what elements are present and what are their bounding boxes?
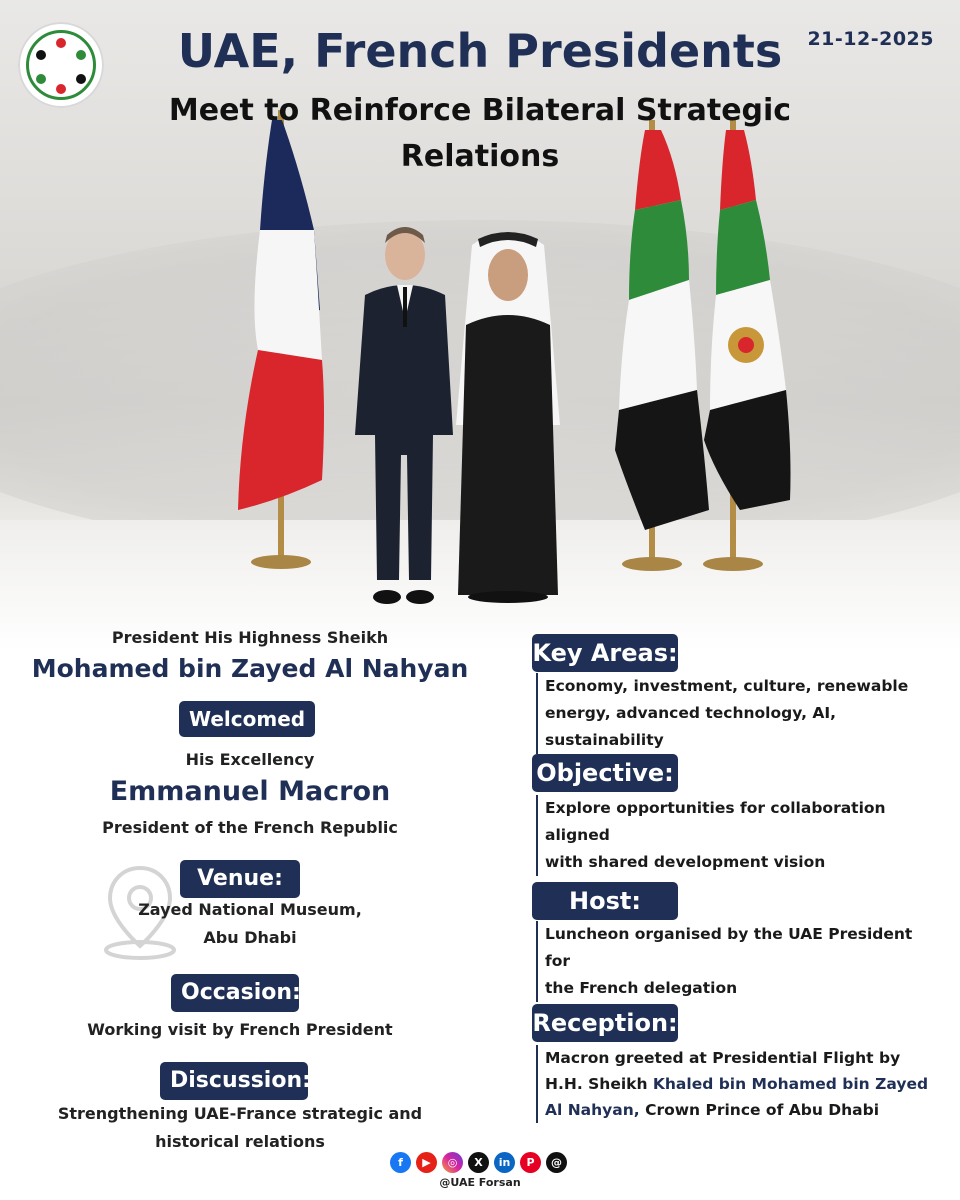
reception-line2-prefix: H.H. Sheikh <box>545 1075 653 1093</box>
reception-line3 <box>545 1097 937 1123</box>
guest-name: Emmanuel Macron <box>109 776 391 807</box>
key-areas-label: Key Areas: <box>532 634 678 672</box>
facebook-icon[interactable]: f <box>390 1152 411 1173</box>
headline-subtitle <box>0 88 960 180</box>
discussion-label: Discussion: <box>160 1062 308 1100</box>
french-flag <box>230 110 340 580</box>
objective-label: Objective: <box>532 754 678 792</box>
reception-text <box>536 1045 937 1123</box>
uae-flag-2 <box>700 120 810 580</box>
uae-flag-1 <box>605 120 715 580</box>
headline-subtitle-line1: Meet to Reinforce Bilateral Strategic <box>168 93 792 128</box>
social-handle: @UAE Forsan <box>439 1176 521 1189</box>
host-line1: Luncheon organised by the UAE President for <box>545 925 913 970</box>
crown-prince-surname: Al Nahyan, <box>545 1101 640 1119</box>
reception-line1: Macron greeted at Presidential Flight by <box>545 1049 901 1067</box>
excellency-text: His Excellency <box>185 750 315 769</box>
discussion-line2: historical relations <box>155 1132 325 1151</box>
key-areas-line2: energy, advanced technology, AI, sustainability <box>545 704 837 749</box>
host-name: Mohamed bin Zayed Al Nahyan <box>31 654 469 683</box>
venue-line1: Zayed National Museum, <box>138 900 362 919</box>
person-emmanuel-macron <box>345 225 465 615</box>
crown-prince-name: Khaled bin Mohamed bin Zayed <box>652 1075 929 1093</box>
objective-text <box>536 795 937 876</box>
person-mohamed-bin-zayed <box>448 225 568 615</box>
occasion-text: Working visit by French President <box>87 1020 393 1039</box>
intro-text: President His Highness Sheikh <box>111 628 389 647</box>
host-line2: the French delegation <box>545 979 738 997</box>
key-areas-text <box>536 673 937 754</box>
host-text <box>536 921 937 1002</box>
threads-icon[interactable]: @ <box>546 1152 567 1173</box>
host-label: Host: <box>532 882 678 920</box>
venue-label: Venue: <box>180 860 300 898</box>
reception-line3-suffix: Crown Prince of Abu Dhabi <box>639 1101 880 1119</box>
linkedin-icon[interactable]: in <box>494 1152 515 1173</box>
objective-line1: Explore opportunities for collaboration aligned <box>545 799 886 844</box>
occasion-label: Occasion: <box>171 974 299 1012</box>
instagram-icon[interactable]: ◎ <box>442 1152 463 1173</box>
reception-line2 <box>545 1071 937 1097</box>
headline-title: UAE, French Presidents <box>177 24 783 78</box>
discussion-line1: Strengthening UAE-France strategic and <box>57 1104 423 1123</box>
youtube-icon[interactable]: ▶ <box>416 1152 437 1173</box>
key-areas-line1: Economy, investment, culture, renewable <box>545 677 909 695</box>
social-icons <box>390 1152 567 1173</box>
guest-role: President of the French Republic <box>102 818 398 837</box>
welcomed-label: Welcomed <box>179 701 315 737</box>
headline-subtitle-line2: Relations <box>400 139 560 174</box>
venue-line2: Abu Dhabi <box>203 928 297 947</box>
reception-label: Reception: <box>532 1004 678 1042</box>
x-icon[interactable]: X <box>468 1152 489 1173</box>
objective-line2: with shared development vision <box>545 853 826 871</box>
pinterest-icon[interactable]: P <box>520 1152 541 1173</box>
post-date: 21-12-2025 <box>807 28 934 50</box>
